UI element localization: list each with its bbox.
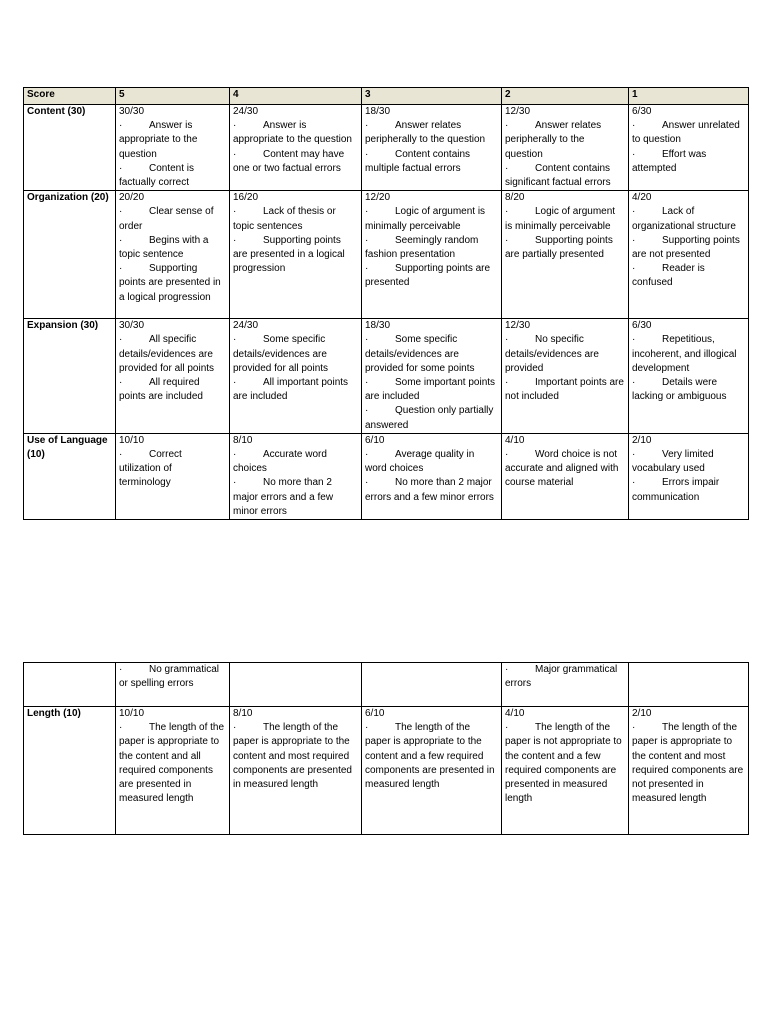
criterion-text: Supporting points are presented in a logical progression <box>119 263 221 303</box>
criterion-bullet <box>119 205 226 233</box>
bullet-dot: · <box>119 722 123 734</box>
criterion-text: Important points are not included <box>505 377 624 403</box>
score-value: 6/10 <box>365 708 385 719</box>
rubric-table-continued-body <box>24 663 749 835</box>
score-value: 12/30 <box>505 320 531 332</box>
criterion-text: Lack of thesis or topic sentences <box>233 206 336 232</box>
criterion-bullet <box>365 376 498 404</box>
criterion-text: All important points are included <box>233 377 349 403</box>
header-cell: 5 <box>116 88 230 105</box>
rubric-cell <box>116 319 230 434</box>
rubric-cell <box>502 191 629 319</box>
bullet-dot: · <box>505 449 509 461</box>
bullet-dot: · <box>233 334 237 346</box>
criterion-text: The length of the paper is appropriate to the content and most required components are not presented in measured length <box>632 722 744 805</box>
criterion-bullet <box>505 205 625 233</box>
criterion-bullet <box>233 205 358 233</box>
criterion-bullet <box>632 119 745 147</box>
bullet-dot: · <box>365 206 369 218</box>
criterion-bullet <box>365 262 498 290</box>
bullet-dot: · <box>365 377 369 389</box>
criterion-bullet <box>119 119 226 162</box>
score-value: 6/30 <box>632 106 652 117</box>
criterion-bullet <box>119 663 226 691</box>
score-value: 4/10 <box>505 434 525 446</box>
rubric-cell <box>362 707 502 835</box>
rubric-cell <box>362 663 502 707</box>
criterion-bullet <box>505 333 625 376</box>
score-value: 30/30 <box>119 320 145 332</box>
criterion-text: Some specific details/evidences are provided for all points <box>233 334 329 374</box>
criterion-label <box>24 663 116 707</box>
score-value: 2/10 <box>632 434 652 446</box>
criterion-bullet <box>119 333 226 376</box>
criterion-text: Supporting points are not presented <box>632 234 740 261</box>
criterion-text: No specific details/evidences are provided <box>505 334 599 374</box>
bullet-dot: · <box>505 334 509 346</box>
criterion-text: Lack of organizational structure <box>632 206 736 232</box>
rubric-cell <box>116 105 230 191</box>
score-value: 16/20 <box>233 192 259 204</box>
rubric-cell <box>502 707 629 835</box>
criterion-text: Content contains significant factual errors <box>505 162 611 189</box>
bullet-dot: · <box>632 206 636 218</box>
rubric-cell <box>230 319 362 434</box>
criterion-bullet <box>505 721 625 806</box>
criterion-text: Content is factually correct <box>119 162 195 189</box>
rubric-cell <box>362 105 502 191</box>
bullet-dot: · <box>233 722 237 734</box>
bullet-dot: · <box>632 263 636 275</box>
bullet-dot: · <box>233 234 237 246</box>
bullet-dot: · <box>233 120 237 132</box>
header-cell: 4 <box>230 88 362 105</box>
bullet-dot: · <box>505 234 509 246</box>
bullet-dot: · <box>233 449 237 461</box>
criterion-text: Answer unrelated to question <box>632 120 740 146</box>
criterion-bullet <box>365 476 498 504</box>
criterion-bullet <box>365 119 498 147</box>
bullet-dot: · <box>632 334 636 346</box>
criterion-text: Errors impair communication <box>632 477 720 503</box>
criterion-bullet <box>632 148 745 176</box>
rubric-cell <box>362 319 502 434</box>
bullet-dot: · <box>632 477 636 489</box>
bullet-dot: · <box>233 206 237 218</box>
criterion-bullet <box>365 148 498 176</box>
criterion-text: Major grammatical errors <box>505 664 618 690</box>
criterion-text: Some specific details/evidences are provided for some points <box>365 334 475 374</box>
bullet-dot: · <box>119 664 123 675</box>
criterion-text: Average quality in word choices <box>365 449 475 475</box>
header-cell: 2 <box>502 88 629 105</box>
criterion-text: Answer relates peripherally to the question <box>505 120 602 160</box>
bullet-dot: · <box>505 664 509 675</box>
criterion-text: Supporting points are presented <box>365 263 491 289</box>
criterion-row <box>24 433 749 519</box>
rubric-cell <box>629 191 749 319</box>
criterion-bullet <box>233 721 358 792</box>
criterion-label: Organization (20) <box>24 191 116 319</box>
criterion-bullet <box>632 205 745 233</box>
header-cell: 1 <box>629 88 749 105</box>
criterion-row <box>24 105 749 191</box>
rubric-cell <box>629 105 749 191</box>
criterion-text: Supporting points are partially presented <box>505 234 613 261</box>
bullet-dot: · <box>365 234 369 246</box>
criterion-bullet <box>233 476 358 519</box>
criterion-bullet <box>119 234 226 262</box>
criterion-bullet <box>632 721 745 806</box>
criterion-text: Details were lacking or ambiguous <box>632 377 727 403</box>
score-value: 18/30 <box>365 320 391 332</box>
score-value: 30/30 <box>119 106 145 117</box>
bullet-dot: · <box>119 162 123 174</box>
criterion-text: All specific details/evidences are provided for all points <box>119 334 215 374</box>
criterion-text: Word choice is not accurate and aligned with course material <box>505 449 619 489</box>
criterion-bullet <box>119 721 226 806</box>
criterion-bullet <box>365 721 498 792</box>
score-value: 2/10 <box>632 708 652 719</box>
criterion-bullet <box>505 663 625 691</box>
criterion-bullet <box>505 376 625 404</box>
rubric-table-body <box>24 88 749 520</box>
criterion-text: Reader is confused <box>632 263 705 289</box>
criterion-text: Some important points are included <box>365 377 496 403</box>
criterion-row <box>24 319 749 434</box>
criterion-label: Use of Language (10) <box>24 433 116 519</box>
criterion-text: Logic of argument is minimally perceivable <box>365 206 486 232</box>
criterion-text: Correct utilization of terminology <box>119 449 182 489</box>
rubric-cell <box>629 663 749 707</box>
criterion-text: Content may have one or two factual errors <box>233 148 345 174</box>
bullet-dot: · <box>119 120 123 132</box>
criterion-bullet <box>632 376 745 404</box>
criterion-text: Seemingly random fashion presentation <box>365 234 479 261</box>
bullet-dot: · <box>365 477 369 489</box>
criterion-bullet <box>632 234 745 262</box>
criterion-text: Answer is appropriate to the question <box>233 120 352 146</box>
criterion-bullet <box>365 404 498 432</box>
score-value: 12/30 <box>505 106 531 117</box>
criterion-row <box>24 663 749 707</box>
score-value: 20/20 <box>119 192 145 204</box>
bullet-dot: · <box>365 263 369 275</box>
criterion-bullet <box>233 148 358 176</box>
criterion-text: Begins with a topic sentence <box>119 234 209 261</box>
criterion-bullet <box>119 162 226 190</box>
criterion-bullet <box>233 234 358 277</box>
rubric-table <box>23 87 749 520</box>
criterion-text: Repetitious, incoherent, and illogical development <box>632 334 737 374</box>
bullet-dot: · <box>119 377 123 389</box>
criterion-bullet <box>365 448 498 476</box>
criterion-text: No more than 2 major errors and a few minor errors <box>365 477 494 503</box>
criterion-bullet <box>632 333 745 376</box>
score-value: 12/20 <box>365 192 391 204</box>
criterion-bullet <box>233 119 358 147</box>
bullet-dot: · <box>119 206 123 218</box>
criterion-row <box>24 191 749 319</box>
rubric-table-continued <box>23 662 749 835</box>
criterion-bullet <box>119 262 226 305</box>
bullet-dot: · <box>233 477 237 489</box>
criterion-text: Logic of argument is minimally perceivable <box>505 206 616 232</box>
score-value: 24/30 <box>233 106 259 117</box>
rubric-cell <box>116 433 230 519</box>
bullet-dot: · <box>119 234 123 246</box>
score-value: 8/10 <box>233 434 253 446</box>
criterion-text: Clear sense of order <box>119 206 214 232</box>
score-value: 24/30 <box>233 320 259 332</box>
criterion-row <box>24 707 749 835</box>
criterion-text: Answer is appropriate to the question <box>119 120 198 160</box>
bullet-dot: · <box>119 334 123 346</box>
score-value: 10/10 <box>119 708 145 719</box>
criterion-bullet <box>365 205 498 233</box>
criterion-label: Expansion (30) <box>24 319 116 434</box>
criterion-bullet <box>119 448 226 491</box>
rubric-cell <box>230 105 362 191</box>
score-value: 4/10 <box>505 708 525 719</box>
bullet-dot: · <box>505 162 509 174</box>
bullet-dot: · <box>632 234 636 246</box>
criterion-bullet <box>505 119 625 162</box>
score-value: 8/20 <box>505 192 525 204</box>
criterion-bullet <box>632 476 745 504</box>
bullet-dot: · <box>365 405 369 417</box>
bullet-dot: · <box>632 377 636 389</box>
criterion-bullet <box>233 376 358 404</box>
criterion-bullet <box>365 234 498 262</box>
score-value: 10/10 <box>119 434 145 446</box>
bullet-dot: · <box>365 334 369 346</box>
rubric-cell <box>629 433 749 519</box>
criterion-bullet <box>505 234 625 262</box>
bullet-dot: · <box>119 263 123 275</box>
criterion-text: Question only partially answered <box>365 405 494 431</box>
criterion-text: The length of the paper is appropriate to the content and all required components are presented in measured length <box>119 722 225 805</box>
rubric-cell <box>629 707 749 835</box>
criterion-text: The length of the paper is appropriate to the content and most required components are presented in measured length <box>233 722 352 791</box>
bullet-dot: · <box>233 148 237 160</box>
rubric-cell <box>362 191 502 319</box>
score-value: 4/20 <box>632 192 652 204</box>
rubric-cell <box>502 105 629 191</box>
rubric-cell <box>230 707 362 835</box>
criterion-bullet <box>632 262 745 290</box>
criterion-label: Content (30) <box>24 105 116 191</box>
header-cell: Score <box>24 88 116 105</box>
bullet-dot: · <box>632 449 636 461</box>
bullet-dot: · <box>365 120 369 132</box>
score-value: 8/10 <box>233 708 253 719</box>
bullet-dot: · <box>632 148 636 160</box>
criterion-text: Answer relates peripherally to the question <box>365 120 486 146</box>
criterion-bullet <box>505 162 625 190</box>
criterion-text: No grammatical or spelling errors <box>119 664 220 690</box>
criterion-bullet <box>119 376 226 404</box>
bullet-dot: · <box>505 120 509 132</box>
header-row <box>24 88 749 105</box>
criterion-bullet <box>233 333 358 376</box>
rubric-cell <box>230 433 362 519</box>
criterion-text: Accurate word choices <box>233 449 327 475</box>
bullet-dot: · <box>632 120 636 132</box>
rubric-cell <box>230 191 362 319</box>
criterion-bullet <box>505 448 625 491</box>
rubric-cell <box>116 663 230 707</box>
score-value: 6/30 <box>632 320 652 332</box>
bullet-dot: · <box>505 377 509 389</box>
criterion-text: Supporting points are presented in a logical progression <box>233 234 345 275</box>
bullet-dot: · <box>365 722 369 734</box>
bullet-dot: · <box>365 449 369 461</box>
bullet-dot: · <box>505 722 509 734</box>
rubric-cell <box>116 191 230 319</box>
bullet-dot: · <box>365 148 369 160</box>
bullet-dot: · <box>632 722 636 734</box>
rubric-cell <box>502 319 629 434</box>
criterion-label: Length (10) <box>24 707 116 835</box>
criterion-text: The length of the paper is not appropriate to the content and a few required components are presented in measured length <box>505 722 622 805</box>
rubric-cell <box>230 663 362 707</box>
criterion-text: Very limited vocabulary used <box>632 449 714 475</box>
criterion-bullet <box>632 448 745 476</box>
bullet-dot: · <box>505 206 509 218</box>
rubric-cell <box>502 433 629 519</box>
rubric-cell <box>502 663 629 707</box>
criterion-text: All required points are included <box>119 377 203 403</box>
rubric-cell <box>629 319 749 434</box>
criterion-bullet <box>233 448 358 476</box>
criterion-bullet <box>365 333 498 376</box>
bullet-dot: · <box>119 449 123 461</box>
score-value: 18/30 <box>365 106 391 117</box>
rubric-cell <box>362 433 502 519</box>
rubric-cell <box>116 707 230 835</box>
bullet-dot: · <box>233 377 237 389</box>
criterion-text: The length of the paper is appropriate to the content and a few required components are presented in measured length <box>365 722 495 791</box>
criterion-text: Effort was attempted <box>632 148 707 174</box>
header-cell: 3 <box>362 88 502 105</box>
criterion-text: No more than 2 major errors and a few minor errors <box>233 477 334 517</box>
score-value: 6/10 <box>365 434 385 446</box>
criterion-text: Content contains multiple factual errors <box>365 148 471 174</box>
